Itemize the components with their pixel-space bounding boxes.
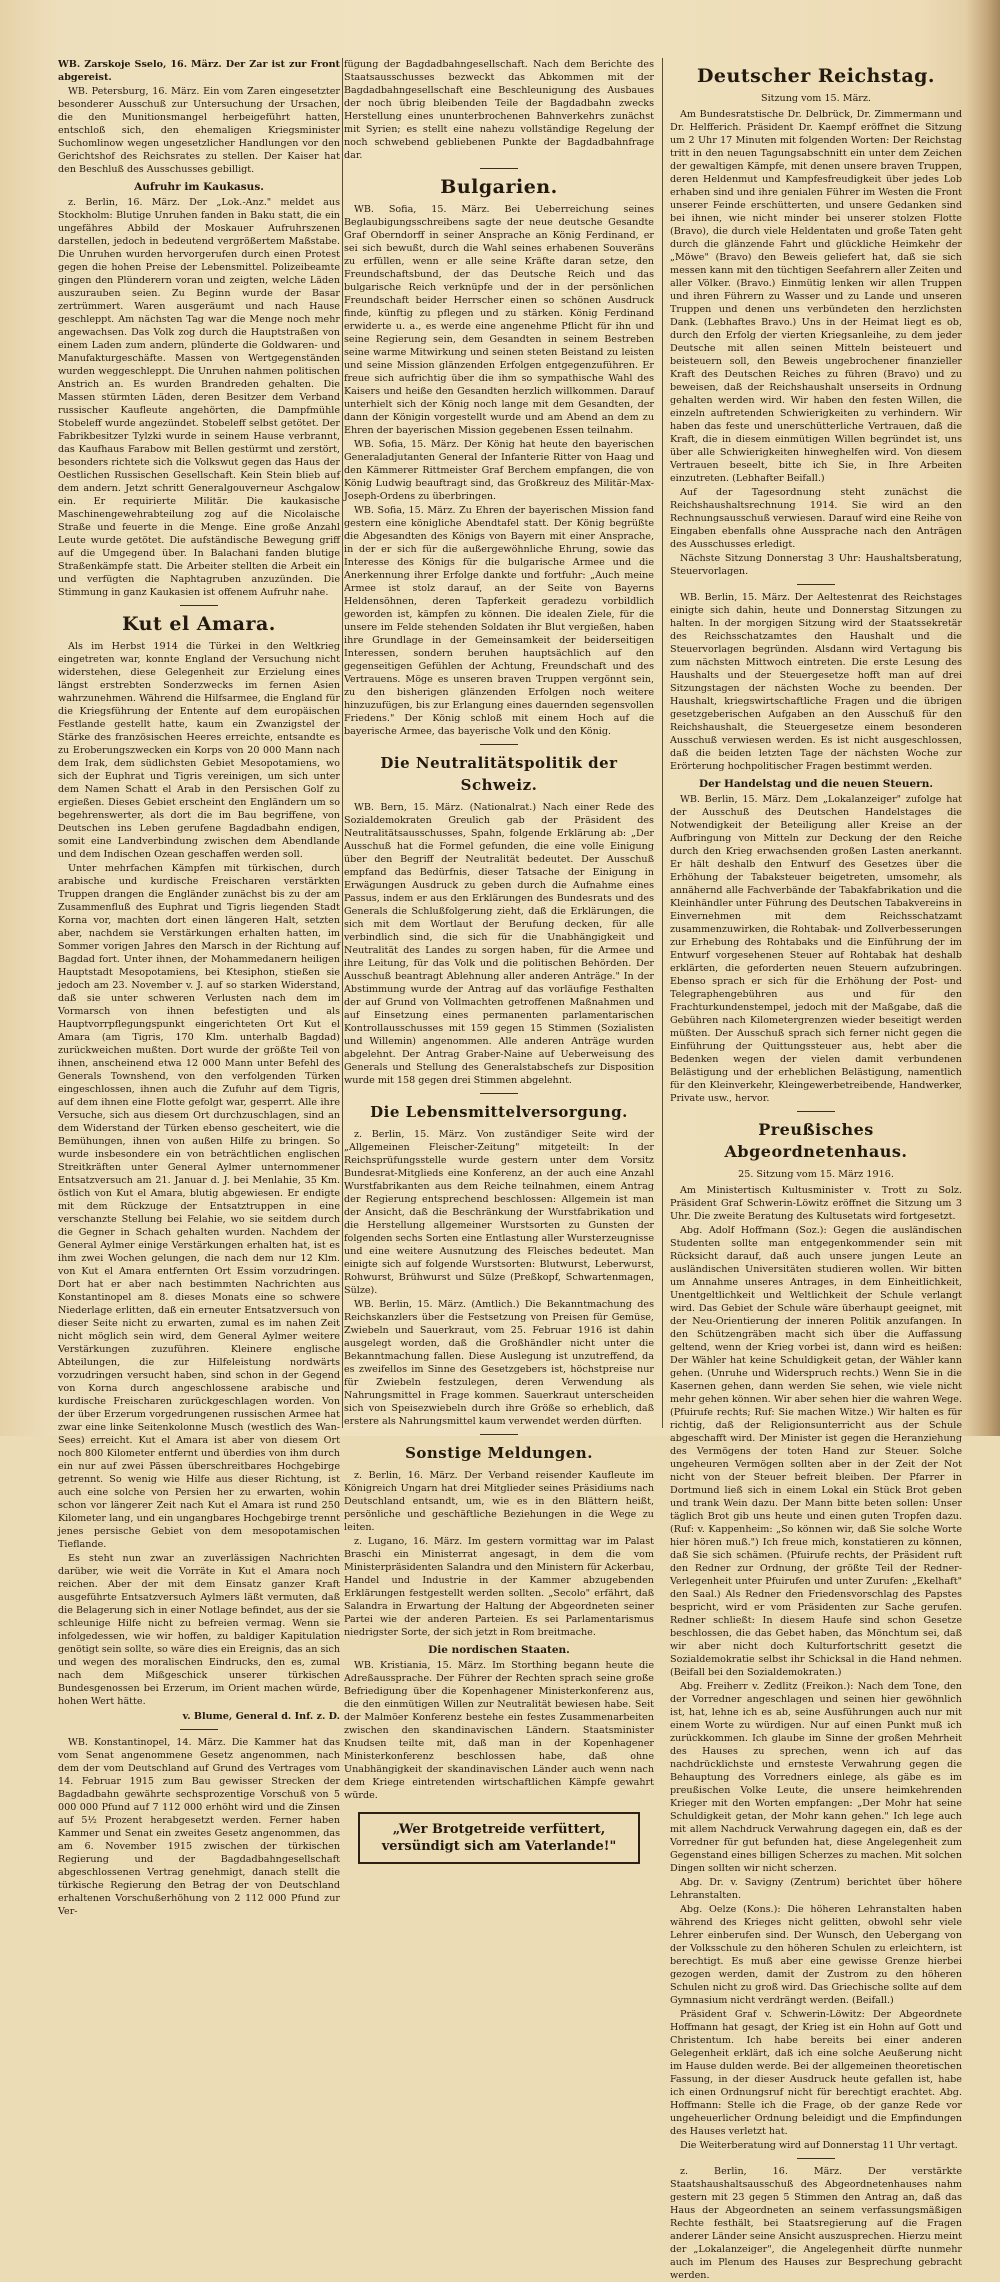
session-date: Sitzung vom 15. März. — [761, 93, 871, 104]
column-3 — [670, 58, 962, 2281]
report-paragraph: Am Ministertisch Kultusminister v. Trott zu Solz. Präsident Graf Schwerin-Löwitz eröffnet die Sitzung um 3 Uhr. Die zweite Beratung des Kultusetats wird fortgesetzt. — [670, 1185, 962, 1222]
report-paragraph: Abg. Adolf Hoffmann (Soz.): Gegen die ausländischen Studenten sollte man entgegenkommender sein mit Rücksicht darauf, daß auch unsere jungen Leute an ausländischen Universitäten studieren wollen. Wir bitten um Annahme unseres Antrages, in dem Einheitlichkeit, Unentgeltlichkeit und Weltlichkeit der Schule verlangt wird. Das Gebiet der Schule wäre überhaupt geeignet, mit der Neu-Orientierung der inneren Politik anzufangen. In den Schützengräben macht sich über die Auffassung geltend, wenn der Krieg vorbei ist, dann wird es heißen: Der Wähler hat keine Schuldigkeit getan, der Wähler kann gehen. (Unruhe und Widerspruch rechts.) Wenn Sie in die Kasernen gehen, dann werden Sie sehen, wie viele nicht mehr gehen können. Wir aber sehen hier die wahren Wege. (Pfuirufe rechts; Ruf: Sie machen Witze.) Wir halten es für richtig, daß der Religionsunterricht aus der Schule abgeschafft wird. Der Minister ist gegen die Heranziehung des Vermögens der toten Hand zur Steuer. Solche ungeheuren Vermögen sollten aber in der Zeit der Not nicht von der Steuer befreit bleiben. Der Pfarrer in Dortmund ließ sich in einem Lokal ein Stück Brot geben und trank Wein dazu. Der Mann bitte beten sollen: Unser täglich Brot gib uns heute und einen guten Tropfen dazu. (Ruf: v. Kappenheim: „So können wir, daß Sie solche Worte hier hören muß.") Ich freue mich, konstatieren zu können, daß Sie sich schämen. (Pfuirufe rechts, der Präsident ruft den Redner zur Ordnung, der größte Teil der Redner-Verlegenheit unter Pfuirufen und unter Zurufen: „Ekelhaft" den Saal.) Als Redner den Friedensvorschlag des Papstes bespricht, wird er vom Präsidenten zur Sache gerufen. Redner schließt: In diesem Haufe sind schon Gesetze beschlossen, die das Gebet haben, das Mönchtum sei, daß wir aber nicht doch Kulturfortschritt gesetzt die Sozialdemokratie selbst ihr Schicksal in die Hand nehmen. (Beifall bei den Sozialdemokraten.) — [670, 1225, 962, 1678]
heading-preussisches-abgeordnetenhaus: Preußisches Abgeordnetenhaus. — [724, 1120, 908, 1161]
news-item: WB. Zarskoje Sselo, 16. März. Der Zar ist zur Front abgereist. — [58, 59, 340, 83]
slogan-box: „Wer Brotgetreide verfüttert, versündigt sich am Vaterlande!" — [358, 1812, 640, 1864]
report-paragraph: Nächste Sitzung Donnerstag 3 Uhr: Haushaltsberatung, Steuervorlagen. — [670, 553, 962, 577]
separator — [480, 744, 518, 745]
news-item: WB. Bern, 15. März. (Nationalrat.) Nach einer Rede des Sozialdemokraten Greulich gab der Präsident des Neutralitätsausschusses, Spahn, folgende Erklärung ab: „Der Ausschuß hat die Formel gefunden, die eine volle Einigung über den Begriff der Neutralität bedeutet. Der Ausschuß empfand das Bedürfnis, dieser Tatsache der Einigung in Erwägungen Ausdruck zu geben durch die Aufnahme eines Passus, indem er aus den Erklärungen des Bundesrats und des Generals die Schlußfolgerung zieht, daß die Erklärungen, die sich mit dem Wortlaut der Berufung decken, für alle verbindlich sind, die sich für die Unabhängigkeit und Neutralität des Landes zu sorgen haben, für die Armee und ihre Leitung, für das Volk und die politischen Behörden. Der Ausschuß beantragt Ablehnung aller anderen Anträge." In der Abstimmung wurde der Antrag auf das vorläufige Festhalten der auf Grund von Vollmachten getroffenen Maßnahmen und auf Einsetzung eines permanenten parlamentarischen Kontrollausschusses mit 159 gegen 15 Stimmen (Sozialisten und Willemin) angenommen. Alle anderen Anträge wurden abgelehnt. Der Antrag Graber-Naine auf Ueberweisung des Generals und Stellung des Generalstabschefs zur Disposition wurde mit 158 gegen drei Stimmen abgelehnt. — [344, 802, 654, 1086]
subheading-handelstag: Der Handelstag und die neuen Steuern. — [698, 778, 933, 790]
separator — [480, 1434, 518, 1435]
column-rule-left — [342, 58, 343, 1428]
report-paragraph: Die Weiterberatung wird auf Donnerstag 11 Uhr vertagt. — [680, 2140, 958, 2151]
subheading-aufruhr: Aufruhr im Kaukasus. — [134, 181, 264, 193]
report-paragraph: Am Bundesratstische Dr. Delbrück, Dr. Zimmermann und Dr. Helfferich. Präsident Dr. Kaempf eröffnet die Sitzung um 2 Uhr 17 Minuten mit folgenden Worten: Der Reichstag tritt in den neuen Tagungsabschnitt ein unter dem Zeichen der gewaltigen Kämpfe, mit denen unsere braven Truppen, deren Heldenmut und Kampfesfreudigkeit über jedes Lob erhaben sind und ihre genialen Führer im Westen die Front unserer Feinde erschütterten, und unsere Gedanken sind bei ihnen, wie nicht minder bei unserer stolzen Flotte (Bravo), die durch viele Heldentaten und große Taten geht durch die glänzende Fahrt und glückliche Heimkehr der „Möwe" (Bravo) den Beweis geliefert hat, daß sie sich messen kann mit den tüchtigen Seefahrern aller Zeiten und aller Völker. (Bravo.) Einmütig lenken wir allen Truppen und ihren Führern zu Wasser und zu Lande und unseren Truppen und denen uns verbündeten den herzlichsten Dank. (Lebhaftes Bravo.) Uns in der Heimat liegt es ob, durch den Erfolg der vierten Kriegsanleihe, zu dem jeder Deutsche mit allen seinen Mitteln beisteuert und beisteuern soll, den Beweis ungebrochener finanzieller Kraft des Deutschen Reiches zu führen (Bravo) und zu beweisen, daß der Reichshaushalt unserseits in Ordnung gehalten werden wird. Wir haben den festen Willen, die einzeln auftretenden Schwierigkeiten zu verhindern. Wir haben das feste und unerschütterliche Vertrauen, daß die Kraft, die in diesem einmütigen Willen begründet ist, uns über alle Schwierigkeiten hinweghelfen wird. Von diesem Vertrauen beseelt, bitte ich Sie, in Ihre Arbeiten einzutreten. (Lebhafter Beifall.) — [670, 109, 962, 484]
news-item: fügung der Bagdadbahngesellschaft. Nach dem Berichte des Staatsausschusses bezweckt das Abkommen mit der Bagdadbahngesellschaft eine Beschleunigung des Ausbaues der noch übrig bleibenden Teile der Bagdadbahn zwecks Herstellung eines ununterbrochenen Bahnverkehrs zunächst mit Syrien; es stellt eine nahezu vollständige Regelung der noch schwebend gebliebenen Punkte der Bagdadbahnfrage dar. — [344, 59, 654, 161]
column-rule-right — [662, 58, 663, 1428]
column-1 — [58, 58, 341, 1917]
report-paragraph: Präsident Graf v. Schwerin-Löwitz: Der Abgeordnete Hoffmann hat gesagt, der Krieg ist ein Hohn auf Gott und Christentum. Ich habe bereits bei einer anderen Gelegenheit erklärt, daß ich eine solche Aeußerung nicht im Hause dulden werde. Bei der allgemeinen theoretischen Fassung, in der dieser Ausdruck heute gefallen ist, habe ich einen Ordnungsruf nicht für berechtigt erachtet. Abg. Hoffmann: Stelle ich die Frage, ob der ganze Rede vor ungeheuerlicher Ordnung beleidigt und die Empfindungen des Hauses verletzt hat. — [670, 2009, 962, 2137]
news-item: WB. Berlin, 15. März. Der Aeltestenrat des Reichstages einigte sich dahin, heute und Donnerstag Sitzungen zu halten. In der morgigen Sitzung wird der Staatssekretär des Reichsschatzamtes den Haushalt und die Steuervorlagen begründen. Alsdann wird Vertagung bis zum nächsten Mittwoch eintreten. Die erste Lesung des Haushalts und der Steuergesetze hofft man auf drei Sitzungstagen der nächsten Woche zu beenden. Der Haushalt, kriegswirtschaftliche Fragen und die übrigen gesetzgeberischen Aufgaben an den Ausschuß für den Reichshaushalt, die Steuergesetze einem besonderen Ausschuß verwiesen werden. Es ist nicht ausgeschlossen, daß die beiden letzten Tage der nächsten Woche zur Erörterung hochpolitischer Fragen bestimmt werden. — [670, 592, 962, 772]
news-item: z. Berlin, 15. März. Von zuständiger Seite wird der „Allgemeinen Fleischer-Zeitung" mitgeteilt: In der Reichsprüfungsstelle wurde gestern unter dem Vorsitz Bundesrat-Mitglieds eine Konferenz, an der auch eine Anzahl Wurstfabrikanten aus dem Reiche teilnahmen, einem Antrag der Regierung entsprechend beschlossen: Allgemein ist man der Ansicht, daß die Beschränkung der Wurstfabrikation und die Herstellung allgemeiner Wurstsorten zu Gunsten der folgenden sechs Sorten eine Entlastung aller Wursterzeugnisse und eine weitere Ausnutzung des Fleisches bedeutet. Man einigte sich auf folgende Wurstsorten: Blutwurst, Leberwurst, Rohwurst, Brühwurst und Sülze (Preßkopf, Schwartenmagen, Sülze). — [344, 1129, 654, 1296]
author-signature: v. Blume, General d. Inf. z. D. — [182, 1711, 340, 1722]
separator — [797, 2158, 835, 2159]
separator — [480, 1093, 518, 1094]
article-paragraph: Es steht nun zwar an zuverlässigen Nachrichten darüber, wie weit die Vorräte in Kut el Amara noch reichen. Aber der mit dem Einsatz ganzer Kraft ausgeführte Entsatzversuch Aylmers läßt vermuten, daß die Belagerung sich in einer Notlage befindet, aus der sie schleunige Hilfe nicht zu befreien vermag. Wenn sie infolgedessen, wie wir hoffen, zu baldiger Kapitulation genötigt sein sollte, so wäre dies ein Ereignis, das an sich und wegen des moralischen Eindrucks, den es, zumal nach dem Mißgeschick unserer türkischen Bundesgenossen bei Erzerum, im Orient machen würde, hohen Wert hätte. — [58, 1553, 341, 1707]
report-paragraph: Abg. Freiherr v. Zedlitz (Freikon.): Nach dem Tone, den der Vorredner angeschlagen und seinen hier gewöhnlich ist, hat, lehne ich es ab, seine Ausführungen auch nur mit einem Worte zu würdigen. Nur auf einen Punkt muß ich zurückkommen. Ich glaube im Sinne der großen Mehrheit des Hauses zu sprechen, wenn ich auf das nachdrücklichste und ernsteste Verwahrung gegen die Behauptung des Vorredners einlege, als gäbe es im preußischen Volke Leute, die unsere heimkehrenden Krieger mit den Worten empfangen: „Der Mohr hat seine Schuldigkeit getan, der Mohr kann gehen." Ich lege auch mit allem Nachdruck Verwahrung dagegen ein, daß es der Vorredner für gut befunden hat, diese Angelegenheit zum Gegenstand eines billigen Scherzes zu machen. Mit solchen Dingen sollten wir nicht scherzen. — [670, 1681, 962, 1874]
news-item: WB. Berlin, 15. März. (Amtlich.) Die Bekanntmachung des Reichskanzlers über die Festsetzung von Preisen für Gemüse, Zwiebeln und Sauerkraut, vom 25. Februar 1916 ist dahin ausgelegt worden, daß die Großhändler nicht unter die Bekanntmachung fallen. Diese Auslegung ist unzutreffend, da es zweifellos im Sinne des Gesetzgebers ist, höchstpreise nur für Zwiebeln festzulegen, deren Verwendung als Nahrungsmittel in Frage kommen. Sauerkraut unterscheiden sich von Speisezwiebeln durch ihre Größe so erheblich, daß erstere als Nahrungsmittel kaum verwendet werden dürften. — [344, 1299, 654, 1427]
article-paragraph: Unter mehrfachen Kämpfen mit türkischen, durch arabische und kurdische Freischaren verstärkten Truppen drangen die Engländer zunächst bis zu der am Zusammenfluß des Euphrat und Tigris liegenden Stadt Korna vor, machten dort einen längeren Halt, setzten aber, nachdem sie Verstärkungen erhalten hatten, im Sommer vorigen Jahres den Marsch in der Richtung auf Bagdad fort. Unter ihnen, der Mohammedanern heiligen Hauptstadt Mesopotamiens, bei Ktesiphon, stießen sie jedoch am 23. November v. J. auf so starken Widerstand, daß sie unter schweren Verlusten nach dem im Vormarsch von ihnen befestigten und als Hauptvorrpflegungspunkt eingerichteten Ort Kut el Amara (am Tigris, 170 Klm. unterhalb Bagdad) zurückweichen mußten. Dort wurde der größte Teil von ihnen, anscheinend etwa 12 000 Mann unter Befehl des Generals Townshend, von den verfolgenden Türken eingeschlossen, ihnen auch die Zufuhr auf dem Tigris, auf dem ihnen eine Flotte gefolgt war, gesperrt. Alle ihre Versuche, sich aus diesem Ort durchzuschlagen, sind an dem Widerstand der Türken ebenso gescheitert, wie die Bemühungen, ihnen von außen Hilfe zu bringen. So wurde insbesondere ein von beträchtlichen englischen Streitkräften unter General Aylmer unternommener Entsatzversuch am 21. Januar d. J. bei Menlahie, 35 Km. östlich von Kut el Amara, blutig abgewiesen. Er endigte mit dem Rückzuge der Entsatztruppen in eine verschanzte Stellung bei Felahie, wo sie seitdem durch die Gegner in Schach gehalten wurden. Nachdem der General Aylmer einige Verstärkungen erhalten hat, ist es ihm zwei Wochen gelungen, die nach dem nur 12 Klm. von Kut el Amara entfernten Ort Essim vorzudringen. Dort hat er aber nach bestimmten Nachrichten aus Konstantinopel am 8. dieses Monats eine so schwere Niederlage erlitten, daß ein erneuter Entsatzversuch von dieser Seite nicht zu erwarten, zumal es im nahen Zeit nicht möglich sein wird, dem General Aylmer weitere Verstärkungen zuzuführen. Kleinere englische Abteilungen, die zur Hilfeleistung nordwärts vorzudringen versucht haben, sind schon in der Gegend von Korna durch angeschlossene arabische und kurdische Freischaren zurückgeschlagen worden. Von der über Erzerum vorgedrungenen russischen Armee hat zwar eine linke Seitenkolonne Musch (westlich des Wan-Sees) erreicht. Kut el Amara ist aber von diesem Ort noch 800 Kilometer entfernt und überdies von ihm durch ein nur auf zwei Pässen überschreitbares Hochgebirge getrennt. So wenig wie Hilfe aus dieser Richtung, ist auch eine solche von Persien her zu erwarten, wohin schon vor längerer Zeit nach Kut el Amara ist rund 250 Kilometer lang, und ein ungangbares Hochgebirge trennt jenes persische Gebiet von dem mesopotamischen Tieflande. — [58, 863, 340, 1550]
news-item: z. Lugano, 16. März. Im gestern vormittag war im Palast Braschi ein Ministerrat angesagt, in dem die vom Ministerpräsidenten Salandra und den Ministern für Ackerbau, Handel und Industrie in der Kammer abzugebenden Erklärungen festgestellt werden sollten. „Secolo" erfährt, daß Salandra in Erwartung der Haltung der Abgeordneten seiner Partei wie der anderen Parteien. Es sei Parlamentarismus niedrigster Sorte, der sich jetzt in Rom breitmache. — [344, 1536, 654, 1638]
subheading-nordische-staaten: Die nordischen Staaten. — [428, 1644, 570, 1656]
news-item: WB. Petersburg, 16. März. Ein vom Zaren eingesetzter besonderer Ausschuß zur Untersuchung der Ursachen, die den Munitionsmangel herbeigeführt hatten, entschloß sich, den ehemaligen Kriegsminister Suchomlinow wegen ungesetzlicher Handlungen vor den Gerichtshof des Reichsrates zu stellen. Der Kaiser hat den Beschluß des Ausschusses gebilligt. — [58, 86, 340, 175]
session-date: 25. Sitzung vom 15. März 1916. — [738, 1169, 894, 1180]
report-paragraph: Abg. Dr. v. Savigny (Zentrum) berichtet über höhere Lehranstalten. — [670, 1877, 962, 1901]
news-item: z. Berlin, 16. März. Der verstärkte Staatshaushaltsausschuß des Abgeordnetenhauses nahm gestern mit 23 gegen 5 Stimmen den Antrag an, daß das Haus der Abgeordneten an seinem verfassungsmäßigen Rechte festhält, bei Staatsregierung auf die Fragen anderer Länder seine Ansicht auszusprechen. Hierzu meint der „Lokalanzeiger", die Angelegenheit dürfte nunmehr auch im Plenum des Hauses zur Besprechung gebracht werden. — [670, 2166, 962, 2281]
separator — [797, 1111, 835, 1112]
report-paragraph: Auf der Tagesordnung steht zunächst die Reichshaushaltsrechnung 1914. Sie wird an den Rechnungsausschuß verwiesen. Darauf wird eine Reihe von Eingaben ebenfalls ohne Aussprache nach den Anträgen des Ausschusses erledigt. — [670, 487, 962, 550]
news-item: WB. Berlin, 15. März. Dem „Lokalanzeiger" zufolge hat der Ausschuß des Deutschen Handelstages die Notwendigkeit der Beteiligung aller Kreise an der Aufbringung von Mitteln zur Deckung der den Reiche durch den Krieg erwachsenden großen Lasten anerkannt. Er hält deshalb den Entwurf des Gesetzes über die Erhöhung der Tabaksteuer beigetreten, umsomehr, als annähernd alle Fachverbände der Tabakfabrikation und die Kleinhändler unter Führung des Deutschen Tabakvereins in Einvernehmen mit dem Reichsschatzamt zusammenzuwirken, die Rohtabak- und Zollverbesserungen zur Erhebung des Rohtabaks und die Einführung der im Entwurf vorgesehenen Steuer auf Rohtabak hat deshalb erklärten, die geforderten neuen Steuern aufzubringen. Ebenso sprach er sich für die Erhöhung der Post- und Telegraphengebühren aus und für den Frachturkundenstempel, jedoch mit der Maßgabe, daß die Gebühren nach Kilometergrenzen wieder beseitigt werden müßten. Der Ausschuß sprach sich ferner nicht gegen die Einführung der Quittungssteuer aus, hebt aber die Bedenken wegen der vielen damit verbundenen Belästigung und der erheblichen Belästigung, namentlich für den Kleinverkehr, Kleingewerbetreibende, Handwerker, Private usw., hervor. — [670, 794, 962, 1104]
news-item: WB. Sofia, 15. März. Der König hat heute den bayerischen Generaladjutanten General der Infanterie Ritter von Haag und den Kämmerer Rittmeister Graf Berchem empfangen, die von König Ludwig beauftragt sind, das Großkreuz des Militär-Max-Joseph-Ordens zu überbringen. — [344, 439, 654, 502]
news-item: z. Berlin, 16. März. Der Verband reisender Kaufleute im Königreich Ungarn hat drei Mitglieder seines Präsidiums nach Deutschland entsandt, um, wie es in den Blättern heißt, persönliche und geschäftliche Beziehungen in die Wege zu leiten. — [344, 1470, 654, 1533]
heading-bulgarien: Bulgarien. — [440, 176, 558, 198]
heading-lebensmittelversorgung: Die Lebensmittelversorgung. — [370, 1103, 628, 1121]
report-paragraph: Abg. Oelze (Kons.): Die höheren Lehranstalten haben während des Krieges nicht gelitten, obwohl sehr viele Lehrer einberufen sind. Der Wunsch, den Uebergang von der Volksschule zu den höheren Schulen zu erleichtern, ist berechtigt. Es muß aber eine gewisse Grenze hierbei gezogen werden, damit der Zustrom zu den höheren Schulen nicht zu groß wird. Das Griechische sollte auf dem Gymnasium nicht verdrängt werden. (Beifall.) — [670, 1904, 962, 2006]
heading-sonstige-meldungen: Sonstige Meldungen. — [405, 1444, 593, 1462]
separator — [797, 584, 835, 585]
news-item: WB. Sofia, 15. März. Zu Ehren der bayerischen Mission fand gestern eine königliche Abendtafel statt. Der König begrüßte die Abgesandten des Königs von Bayern mit einer Ansprache, in der er sich für die außergewöhnliche Ehrung, sowie das Interesse des Königs für die bulgarische Armee und die Anerkennung ihrer Erfolge dankte und fortfuhr: „Auch meine Armee ist stolz darauf, an der Seite von Bayerns Heldensöhnen, deren Tapferkeit geradezu vorbildlich geworden ist, kämpfen zu können. Die idealen Ziele, für die unsere im Felde stehenden Soldaten ihr Blut vergießen, haben ihre Grundlage in der Gemeinsamkeit der beiderseitigen Interessen, sondern beruhen hauptsächlich auf den gegenseitigen Gefühlen der Achtung, Freundschaft und des Vertrauens. Möge es unseren braven Truppen vergönnt sein, zu den bisherigen glänzenden Erfolgen noch weitere hinzuzufügen, bis zur Erlangung eines dauernden segensvollen Friedens." Der König schloß mit einem Hoch auf die bayerische Armee, das bayerische Volk und den König. — [344, 505, 654, 737]
heading-neutralitaetspolitik: Die Neutralitätspolitik der Schweiz. — [380, 754, 618, 794]
page-edge-shadow — [966, 0, 1000, 1436]
news-item: WB. Kristiania, 15. März. Im Storthing begann heute die Adreßaussprache. Der Führer der Rechten sprach seine große Befriedigung über die Kopenhagener Ministerkonferenz aus, die den einmütigen Willen zur Neutralität bewiesen habe. Seit der Malmöer Konferenz bestehe ein festes Zusammenarbeiten zwischen den skandinavischen Ländern. Staatsminister Knudsen teilte mit, daß man in der Kopenhagener Ministerkonferenz beschlossen habe, daß ohne Unabhängigkeit der skandinavischen Länder auch wenn nach dem Kriege eintretenden wirtschaftlichen Kämpfe gewahrt würde. — [344, 1660, 654, 1801]
article-paragraph: Als im Herbst 1914 die Türkei in den Weltkrieg eingetreten war, konnte England der Versuchung nicht widerstehen, diese Gelegenheit zur Erzielung eines längst erstrebten Sonderzwecks im fernen Asien wahrzunehmen. Während die Hilfsarmee, die England für die Kriegsführung der Entente auf dem europäischen Festlande gestellt hatte, kaum ein Zwanzigstel der Stärke des französischen Heeres erreichte, entsandte es zu Eroberungszwecken ein Korps von 20 000 Mann nach dem Irak, dem südlichsten Gebiet Mesopotamiens, wo sich der Euphrat und Tigris vereinigen, um sich unter dem Namen Schatt el Arab in den Persischen Golf zu ergießen. Dieses Gebiet erscheint den Engländern um so begehrenswerter, als dort die im Bau begriffene, von Deutschen ins Leben gerufene Bagdadbahn endigen, somit eine Landverbindung zwischen dem Abendlande und dem Indischen Ozean geschaffen werden soll. — [58, 641, 340, 860]
news-item: WB. Konstantinopel, 14. März. Die Kammer hat das vom Senat angenommene Gesetz angenommen, nach dem der vom Deutschland auf Grund des Vertrages vom 14. Februar 1915 zum Bau gewisser Strecken der Bagdadbahn gewährte sechsprozentige Vorschuß von 5 000 000 Pfund auf 7 112 000 erhöht wird und die Zinsen auf 5½ Prozent herabgesetzt werden. Ferner haben Kammer und Senat ein zweites Gesetz angenommen, das am 6. November 1915 zwischen der türkischen Regierung und der Bagdadbahngesellschaft abgeschlossenen Vertrag genehmigt, danach stellt die türkische Regierung den Betrag der von Deutschland erhaltenen Vorschußerhöhung von 2 112 000 Pfund zur Ver- — [58, 1737, 340, 1917]
column-2 — [344, 58, 654, 1854]
separator — [180, 1729, 218, 1730]
heading-deutscher-reichstag: Deutscher Reichstag. — [696, 65, 936, 87]
heading-kut-el-amara: Kut el Amara. — [122, 613, 276, 635]
news-item: WB. Sofia, 15. März. Bei Ueberreichung seines Beglaubigungsschreibens sagte der neue deutsche Gesandte Graf Oberndorff in seiner Ansprache an König Ferdinand, er sei sich bewußt, durch die Wahl seines erhabenen Souveräns zu erfüllen, wenn er alle seine Kräfte daran setze, den Freundschaftsbund, der das Deutsche Reich und das bulgarische Reich verknüpfe und der in der persönlichen Freundschaft beider Herrscher einen so schönen Ausdruck finde, künftig zu pflegen und zu stärken. König Ferdinand erwiderte u. a., es werde eine angenehme Pflicht für ihn und seine Regierung sein, dem Gesandten in seinem Bestreben seine warme Mitwirkung und seinen steten Beistand zu leisten und seine Mission glänzenden Erfolgen entgegenzuführen. Er freue sich aufrichtig über die ihm so sympathische Wahl des Kaisers und heiße den Gesandten herzlich willkommen. Darauf unterhielt sich der König noch lange mit dem Gesandten, der dann der Königin vorgestellt wurde und am Abend an dem zu Ehren der bayerischen Mission gegebenen Essen teilnahm. — [344, 204, 654, 436]
separator — [480, 168, 518, 169]
news-item: z. Berlin, 16. März. Der „Lok.-Anz." meldet aus Stockholm: Blutige Unruhen fanden in Baku statt, die ein ungefähres Abbild der Moskauer Aufruhrszenen darstellen, jedoch in bedeutend vergrößertem Maßstabe. Die Unruhen wurden hervorgerufen durch einen Protest gegen die hohen Preise der Lebensmittel. Polizeibeamte gingen den Plünderern voran und zeigten, welche Läden auszurauben seien. Zu Beginn wurde der Basar zertrümmert. Waren ausgeräumt und nach Hause geschleppt. Am nächsten Tag war die Menge noch mehr angewachsen. Das Volk zog durch die Hauptstraßen von einem Laden zum andern, plünderte die Goldwaren- und Manufakturgeschäfte. Massen von Wertgegenständen wurden weggeschleppt. Die Unruhen nahmen politischen Anstrich an. Es wurden Brandreden gehalten. Die Massen stürmten Läden, deren Besitzer dem Verband russischer Kaufleute angehörten, die Dampfmühle Stobeleff wurde angezündet. Stobeleff selbst getötet. Der Fabrikbesitzer Tylzki wurde in seinem Hause verbrannt, das Kaufhaus Farabow mit Bellen gestürmt und zerstört, besonders richtete sich die Volkswut gegen das Haus der Oestlichen Russischen Gesellschaft. Kein Stein blieb auf dem andern. Jetzt schritt Generalgouverneur Aschgalow ein. Er requirierte Militär. Die kaukasische Maschinengewehrabteilung zog auf die Nicolaische Straße und feuerte in die Menge. Eine große Anzahl Leute wurde getötet. Die aufständische Bewegung griff auf die Umgegend über. In Balachani fanden blutige Straßenkämpfe statt. Die Arbeiter stellten die Arbeit ein und verfügten die Naphtagruben anzuzünden. Die Stimmung in ganz Kaukasien ist offenem Aufruhr nahe. — [58, 197, 340, 598]
separator — [180, 605, 218, 606]
